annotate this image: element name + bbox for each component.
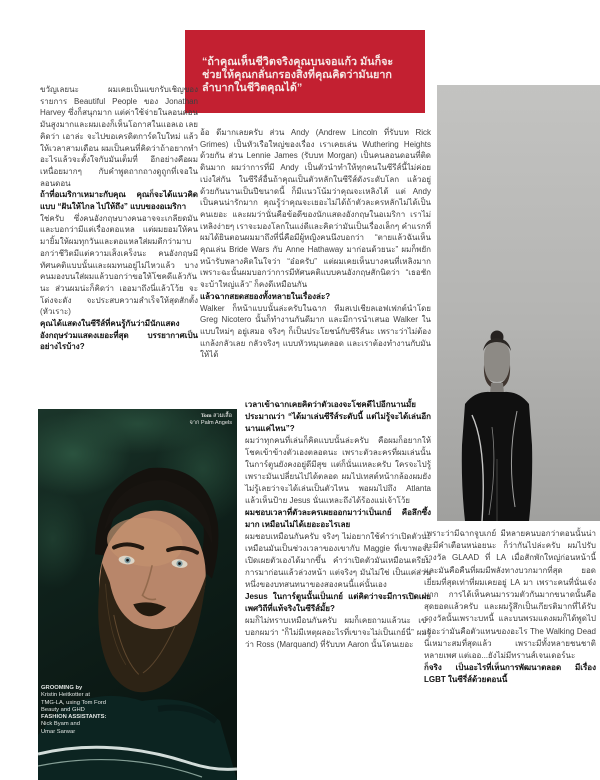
question-heading: ก็จริง เป็นอะไรที่เห็นการพัฒนาตลอด มีเรื่อง LGBT ในซีรี่ส์ด้วยตอนนี้ (424, 663, 596, 685)
photo-credits (41, 685, 106, 736)
question-heading: Jesus ในการ์ตูนนั้นเป็นเกย์ แต่คิดว่าจะมีการเปิดเผยเพศวิถีที่แท้จริงในซีรีส์มั้ย? (245, 592, 431, 613)
column-middle-bottom (245, 399, 431, 651)
photo-standing-man (437, 85, 600, 521)
photo-caption-line1: Tom สวมเสื้อ (200, 413, 232, 419)
credit-grooming-label: GROOMING by (41, 685, 83, 691)
photo-caption (190, 413, 232, 428)
column-right (424, 528, 596, 687)
photo-portrait-tom (38, 409, 237, 780)
credit-line: Beauty and GHD (41, 706, 85, 713)
paragraph: เพราะว่ามีฉากจูบเกย์ มีหลายคนบอกว่าตอนนั้นน่าจะมีคำเตือนหน่อยนะ ก็ว่ากันไปล่ะครับ ผมไปรับรางวัล GLAAD ที่ LA เมื่อสักพักใหญ่ก่อนหน้านี้ และมันคือคืนที่ผมมีพลังทางบวกมากที่สุด ยอดเยี่ยมที่สุดเท่าที่ผมเคยอยู่ LA มา เพราะคนที่นั่นเจ๋งมาก การได้เห็นคนมารวมตัวกันมากขนาดนั้นคือสุดยอดแล้วครับ และผมรู้สึกเป็นเกียรติมากที่ได้รับรางวัลนั้นเพราะบทนี้ และบนพรมแดงผมก็ได้พูดไปเยอะว่ามันคือตัวแทนของอะไร The Walking Dead นี่เหมาะสมที่สุดแล้ว เพราะมีทั้งหลายชนชาติ หลายเพศ แต่เออ...ยังไม่มีทรานส์เจนเดอร์นะ (424, 529, 596, 661)
question-heading: คุณได้แสดงในซีรีส์ที่คนรู้กันว่ามีนักแสดงอังกฤษร่วมแสดงเยอะที่สุด บรรยากาศเป็นอย่างไรบ้าง? (40, 319, 198, 352)
paragraph: ผมว่าทุกคนที่เล่นก็คิดแบบนั้นล่ะครับ คือผมก็อยากให้โชคเข้าข้างตัวเองตลอดนะ เพราะตัวละครที่ผมเล่นนั้น ในการ์ตูนยังคงอยู่ดีมีสุข แต่ก็นั่นแหละครับ ใครจะไปรู้ เพราะมันเปลี่ยนไปได้ตลอด ผมไปเทสต์หน้ากล้องผมยังไม่รู้เลยว่าจะได้เล่นเป็นตัวไหน พอผมไปถึง Atlanta แล้วเห็นป้าย Jesus นั่นแหละถึงได้ร้องแม่เจ้าโว้ย (245, 436, 431, 505)
pull-quote-box (185, 30, 425, 113)
pull-quote-text: “ถ้าคุณเห็นชีวิตจริงคุณบนจอแก้ว มันก็จะช่วยให้คุณกลั่นกรองสิ่งที่คุณคิดว่ามันยากลำบากในชีวิตคุณได้” (202, 56, 394, 95)
paragraph: อ้อ ดีมากเลยครับ ส่วน Andy (Andrew Lincoln ที่รับบท Rick Grimes) เป็นหัวเรือใหญ่ของเรื่อง เราเคยเล่น Wuthering Heights ด้วยกัน ส่วน Lennie James (รับบท Morgan) เป็นคนลอนดอนที่ติดดินมาก ผมว่าการที่มี Andy เป็นตัวนำทำให้ทุกคนในซีรีส์นี้ไม่ค่อยเบ่งใส่กัน ในซีรีส์อื่นถ้าคุณเป็นตัวหลักในซีรีส์ดังระดับโลก แล้วอยู่ด้วยกันนานเป็นปีขนาดนี้ ก็มีแนวโน้มว่าคุณจะเหลิงได้ แต่ Andy เป็นคนน่ารักมาก คุณรู้ว่าคุณจะเยอะไม่ได้ถ้าตัวละครหลักไม่ได้เป็นคนเยอะ และผมว่านั่นคือข้อดีของนักแสดงอังกฤษในอเมริกา เราไม่เหลิงง่ายๆ เราจะมองโลกในแง่ดีและคิดว่ามันเป็นเรื่องเล็กๆ คำแรกที่ผมได้ยินตอนผมมาถึงที่นี่คือมีผู้หญิงคนนึงบอกว่า “ตายแล้วฉันเห็นคุณเล่น Bride Wars กับ Anne Hathaway มาก่อนด้วยนะ” ผมก็พยักหน้ารับพลางคิดในใจว่า “อ๋อครับ” แต่ผมเคยเห็นบางคนที่เหลิงมาก เพราะฉะนั้นผมบอกว่าการมีทัศนคติแบบคนอังกฤษสักนิดว่า “เธอชักจะบ้าใหญ่แล้ว” ก็คงดีเหมือนกัน (200, 128, 431, 290)
paragraph: Walker ก็หน้าแบบนั้นล่ะครับในฉาก ทีมสเปเชียลเอฟเฟกต์นำโดย Greg Nicotero นั้นก็ทำงานกันดีมาก และมีการนำเสนอ Walker ในแบบใหม่ๆ อยู่เสมอ จริงๆ ก็เป็นประโยชน์กับซีรีส์นะ เพราะว่าไม่ต้องแกล้งกลัวเลย กลัวจริงๆ แบบหัวหมุนตลอด และเราต้องทำงานกับมันให้ได้ (200, 303, 431, 360)
credit-line: Umar Sarwar (41, 728, 76, 735)
paragraph: ขวัญเลยนะ ผมเคยเป็นแขกรับเชิญของรายการ Beautiful People ของ Jonathan Harvey ซึ่งก็สนุกมาก แต่ค่าใช้จ่ายในลอนดอนมันสูงมากและผมเองก็เห็นโอกาสในแอลเอ เลยคิดว่า เอาล่ะ จะไปขอเครดิตการ์ดใบใหม่ แล้วให้เวลาสามเดือน ผมเป็นคนที่คิดว่าถ้าอยากทำอะไรแล้วจะตั้งใจกับมันเต็มที่ อีกอย่างคือผมเหนื่อยมากๆ กับคำพูดถากถางดูถูกที่เจอในลอนดอน (40, 85, 198, 188)
column-middle-top (200, 127, 431, 361)
photo-caption-line2: จาก Palm Angels (189, 420, 232, 427)
column-left (40, 84, 198, 353)
paragraph: ใช่ครับ ซึ่งคนอังกฤษบางคนอาจจะเกลียดมันและบอกว่ามีแต่เรื่องตอแหล แต่ผมยอมให้คนมายิ้มให้ผมทุกวันและตอแหลใส่ผมดีกว่ามาบอกว่าชีวิตมีแต่ความเส็งเคร็งนะ คนอังกฤษมีทัศนคติแบบนั้นและผมทนอยู่ไม่ไหวแล้ว บางคนมองบนใส่ผมแล้วบอกว่าขอให้โชคดีแล้วกันนะ ส่วนผมน่ะก็คิดว่า เออมาถึงนี่แล้วโว้ย จะโด่งจะดัง จะประสบความสำเร็จให้สุดสักตั้ง (หัวเราะ) (40, 213, 198, 317)
credit-line: TMG-LA, using Tom Ford (41, 699, 106, 706)
question-heading: ผมชอบเวลาที่ตัวละครเผยออกมาว่าเป็นเกย์ คือลึกซึ้งมาก เหมือนไม่ได้เยอะอะไรเลย (245, 508, 431, 529)
credit-line: Kristin Heitkotter at (41, 692, 90, 699)
question-heading: แล้วฉากสยดสยองทั้งหลายในเรื่องล่ะ? (200, 291, 331, 301)
standing-man-illustration (437, 85, 600, 521)
caption-name: Tom (200, 413, 212, 419)
credit-fashion-label: FASHION ASSISTANTS: (41, 714, 107, 721)
question-heading: เวลาเข้าฉากเคยคิดว่าตัวเองจะโชคดีไปอีกนานมั้ย ประมาณว่า “ได้มาเล่นซีรีส์ระดับนี้ แต่ไม่รู้จะได้เล่นอีกนานแค่ไหน”? (245, 400, 431, 433)
paragraph: ผมก็ไม่ทราบเหมือนกันครับ ผมก็เคยถามแล้วนะ เขาบอกผมว่า “ก็ไม่มีเหตุผลอะไรที่เขาจะไม่เป็นเกย์นี่” ผมรู้ว่า Ross (Marquand) ที่รับบท Aaron นั้นโดนเยอะ (245, 616, 431, 649)
question-heading: ถ้าที่อเมริกาเหมาะกับคุณ คุณก็จะได้แนวคิดแบบ “ฝันให้ไกล ไปให้ถึง” แบบของอเมริกา (40, 190, 198, 212)
credit-line: Nick Byam and (41, 721, 80, 728)
paragraph: ผมชอบเหมือนกันครับ จริงๆ ไม่อยากใช้คำว่าเปิดตัวนะ เหมือนมันเป็นช่วงเวลาของเขากับ Maggie ที่เขาพอจะเปิดเผยตัวเองได้มากขึ้น คำว่าเปิดตัวมันเหมือนเตรียมการมาก่อนแล้วล่วงหน้า แต่จริงๆ มันไม่ใช่ เป็นแค่ส่วนหนึ่งของบทสนทนาของสองคนนี้แค่นั้นเอง (245, 532, 431, 589)
